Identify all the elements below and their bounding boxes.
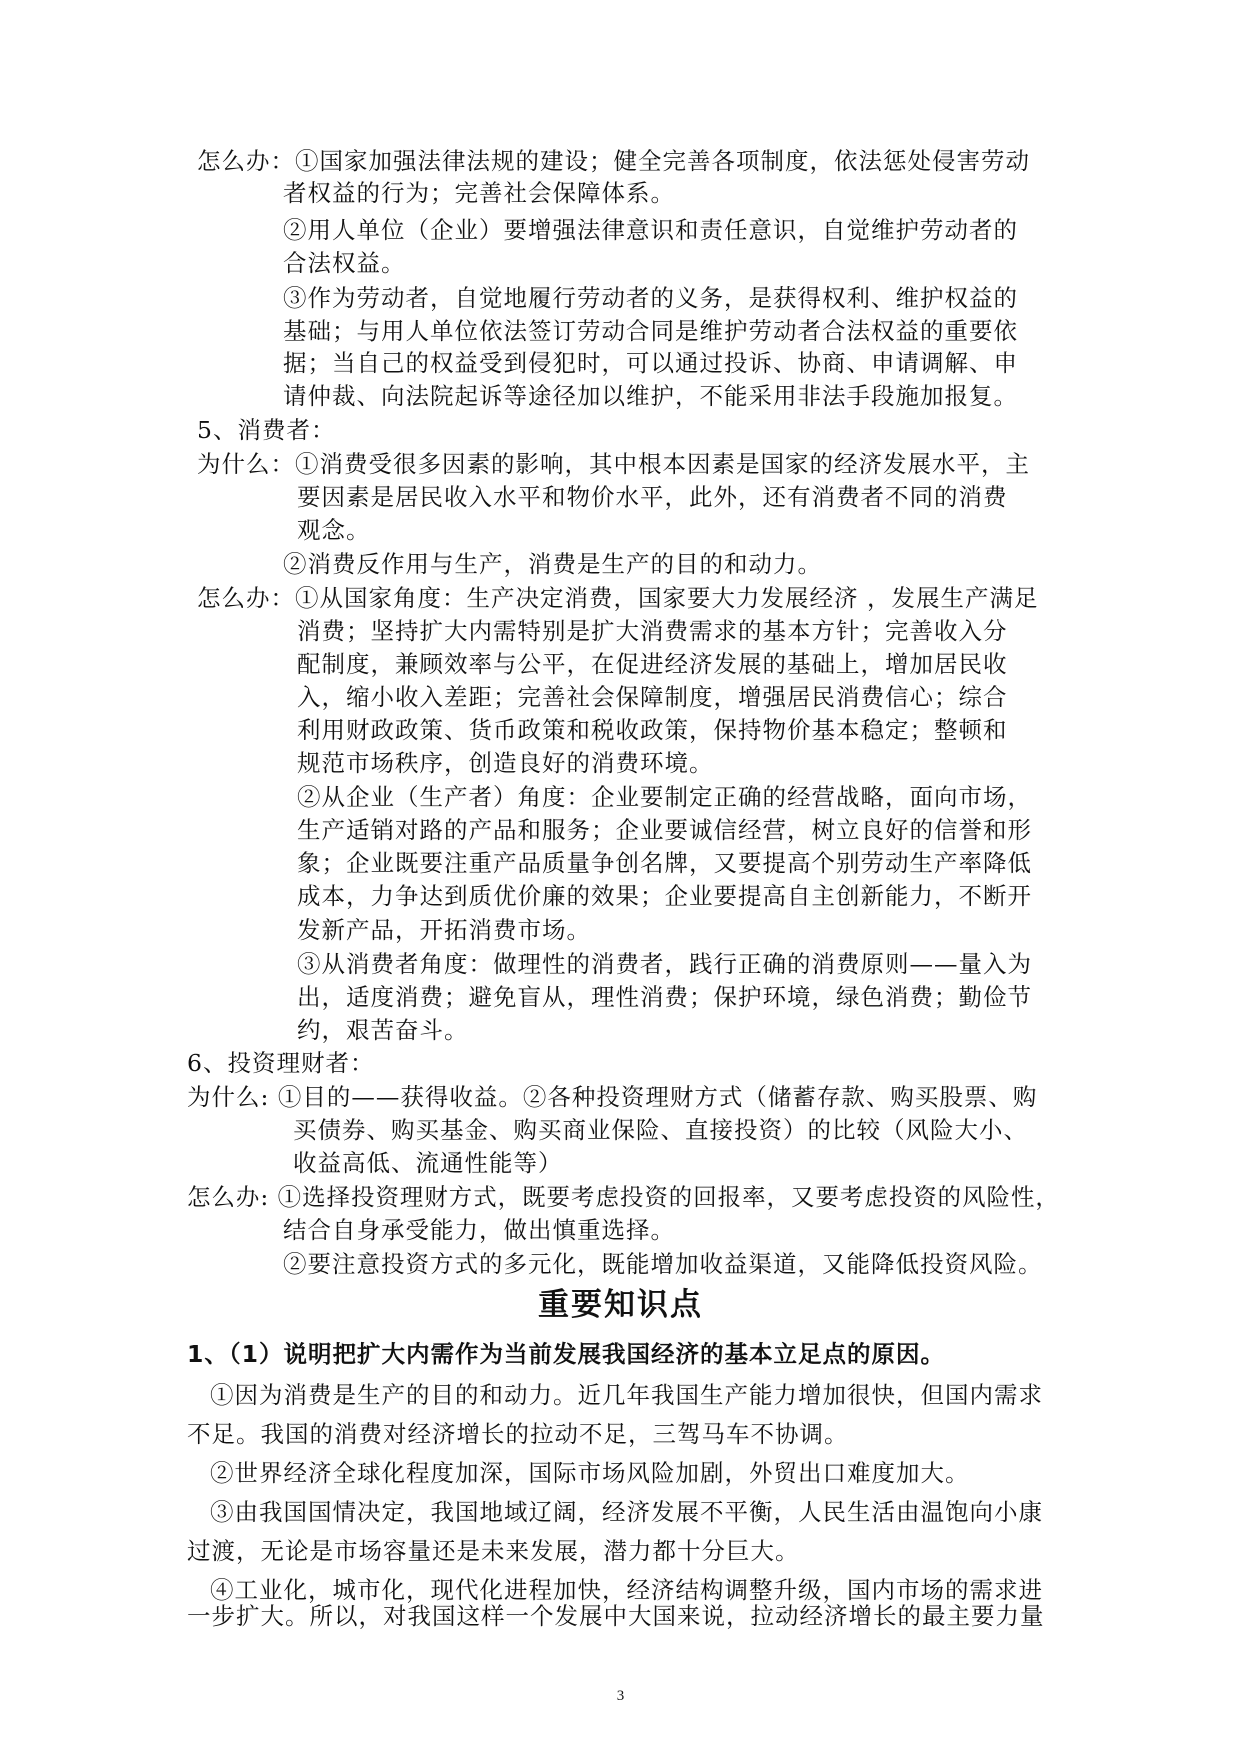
text-line: 者权益的行为；完善社会保障体系。 <box>283 179 675 207</box>
section-heading-investor: 6、投资理财者： <box>187 1049 375 1077</box>
text-line: 要因素是居民收入水平和物价水平，此外，还有消费者不同的消费 <box>297 483 1008 511</box>
text-line: 入，缩小收入差距；完善社会保障制度，增强居民消费信心；综合 <box>297 683 1008 711</box>
text-line: 约，艰苦奋斗。 <box>297 1016 469 1044</box>
text-line: 怎么办: ①选择投资理财方式，既要考虑投资的回报率，又要考虑投资的风险性， <box>187 1183 1060 1211</box>
text-line: 怎么办：①从国家角度：生产决定消费，国家要大力发展经济 ，发展生产满足 <box>197 584 1039 612</box>
text-line: ②消费反作用与生产，消费是生产的目的和动力。 <box>283 550 822 578</box>
text-line: ②从企业（生产者）角度：企业要制定正确的经营战略，面向市场， <box>297 783 1032 811</box>
question-heading: 1、（1）说明把扩大内需作为当前发展我国经济的基本立足点的原因。 <box>187 1340 945 1368</box>
text-line: 为什么：①消费受很多因素的影响，其中根本因素是国家的经济发展水平，主 <box>197 450 1030 478</box>
text-line: 收益高低、流通性能等） <box>293 1149 563 1177</box>
text-line: ②用人单位（企业）要增强法律意识和责任意识，自觉维护劳动者的 <box>283 216 1018 244</box>
section-title: 重要知识点 <box>538 1287 703 1323</box>
text-line: 请仲裁、向法院起诉等途径加以维护，不能采用非法手段施加报复。 <box>283 382 1018 410</box>
text-line: 出，适度消费；避免盲从，理性消费；保护环境，绿色消费；勤俭节 <box>297 983 1032 1011</box>
answer-line: 过渡，无论是市场容量还是未来发展，潜力都十分巨大。 <box>187 1537 800 1565</box>
answer-line: ④工业化，城市化，现代化进程加快，经济结构调整升级，国内市场的需求进 <box>210 1576 1043 1604</box>
text-line: 发新产品，开拓消费市场。 <box>297 916 591 944</box>
answer-line: ③由我国国情决定，我国地域辽阔，经济发展不平衡，人民生活由温饱向小康 <box>210 1498 1043 1526</box>
text-line: 生产适销对路的产品和服务；企业要诚信经营，树立良好的信誉和形 <box>297 816 1032 844</box>
text-line: 合法权益。 <box>283 249 406 277</box>
text-line: 观念。 <box>297 516 371 544</box>
text-line: 成本，力争达到质优价廉的效果；企业要提高自主创新能力，不断开 <box>297 882 1032 910</box>
text-line: 象；企业既要注重产品质量争创名牌，又要提高个别劳动生产率降低 <box>297 849 1032 877</box>
text-line: 基础；与用人单位依法签订劳动合同是维护劳动者合法权益的重要依 <box>283 317 1018 345</box>
text-line: 结合自身承受能力，做出慎重选择。 <box>283 1216 675 1244</box>
text-line: ③从消费者角度：做理性的消费者，践行正确的消费原则——量入为 <box>297 950 1032 978</box>
text-line: ②要注意投资方式的多元化，既能增加收益渠道，又能降低投资风险。 <box>283 1250 1043 1278</box>
text-line: 买债券、购买基金、购买商业保险、直接投资）的比较（风险大小、 <box>293 1116 1028 1144</box>
text-line: 为什么: ①目的——获得收益。②各种投资理财方式（储蓄存款、购买股票、购 <box>187 1083 1038 1111</box>
answer-line: ①因为消费是生产的目的和动力。近几年我国生产能力增加很快，但国内需求 <box>210 1381 1043 1409</box>
answer-line: 一步扩大。所以，对我国这样一个发展中大国来说，拉动经济增长的最主要力量 <box>187 1602 1045 1630</box>
text-line: 利用财政政策、货币政策和税收政策，保持物价基本稳定；整顿和 <box>297 716 1008 744</box>
text-line: ③作为劳动者，自觉地履行劳动者的义务，是获得权利、维护权益的 <box>283 284 1018 312</box>
page-number: 3 <box>616 1688 625 1704</box>
text-line: 规范市场秩序，创造良好的消费环境。 <box>297 749 714 777</box>
section-heading-consumer: 5、消费者： <box>197 416 336 444</box>
text-line: 怎么办：①国家加强法律法规的建设；健全完善各项制度，依法惩处侵害劳动 <box>197 147 1030 175</box>
text-line: 配制度，兼顾效率与公平，在促进经济发展的基础上，增加居民收 <box>297 650 1008 678</box>
text-line: 消费；坚持扩大内需特别是扩大消费需求的基本方针；完善收入分 <box>297 617 1008 645</box>
answer-line: ②世界经济全球化程度加深，国际市场风险加剧，外贸出口难度加大。 <box>210 1459 970 1487</box>
answer-line: 不足。我国的消费对经济增长的拉动不足，三驾马车不协调。 <box>187 1420 849 1448</box>
text-line: 据；当自己的权益受到侵犯时，可以通过投诉、协商、申请调解、申 <box>283 349 1018 377</box>
